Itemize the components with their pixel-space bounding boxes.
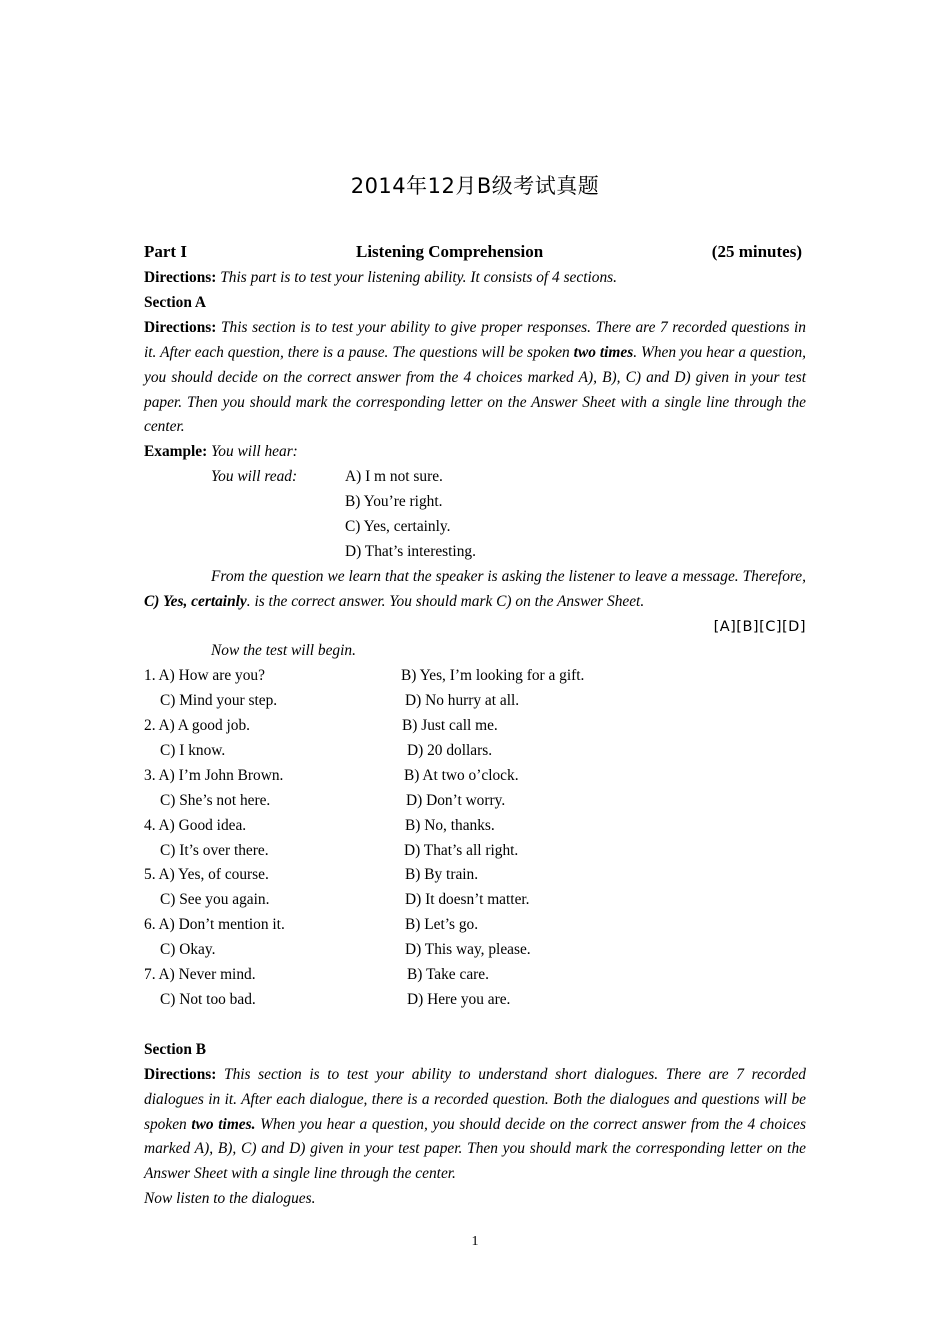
example-option: B) You’re right. xyxy=(345,493,443,511)
question-row: 4. A) Good idea. B) No, thanks. xyxy=(144,816,495,834)
example-option-row xyxy=(144,490,806,515)
page-number: 1 xyxy=(471,1234,479,1249)
question-row: C) Not too bad. D) Here you are. xyxy=(160,990,511,1008)
example-option-row xyxy=(144,465,806,490)
part-name: Listening Comprehension xyxy=(356,242,544,261)
page-title: 2014年12月B级考试真题 xyxy=(350,174,600,198)
listen-note: Now listen to the dialogues. xyxy=(144,1190,316,1208)
question-row: 7. A) Never mind. B) Take care. xyxy=(144,966,489,984)
example-option-row xyxy=(144,515,806,540)
example-option: D) That’s interesting. xyxy=(345,542,476,560)
question-row: 6. A) Don’t mention it. B) Let’s go. xyxy=(144,916,479,934)
question-row: 1. A) How are you? B) Yes, I’m looking for a gift. xyxy=(144,667,585,685)
question-row: C) Mind your step. D) No hurry at all. xyxy=(160,692,520,710)
question-row: C) See you again. D) It doesn’t matter. xyxy=(160,891,530,909)
example-option: A) I m not sure. xyxy=(345,468,443,486)
test-begin-note: Now the test will begin. xyxy=(211,642,356,660)
section-a-directions: Directions: This section is to test your ability to give proper responses. There are 7 recorded questions in it. After each question, there is a pause. The questions will be spoken two times. When you hear a question, you should decide on the correct answer from the 4 choices marked A), B), C) and D) given in your test paper. Then you should mark the corresponding letter on the Answer Sheet with a single line through the center. xyxy=(144,318,806,436)
section-a-heading: Section A xyxy=(144,293,206,311)
exam-content xyxy=(144,238,806,1212)
question-row: C) Okay. D) This way, please. xyxy=(160,941,531,959)
part-heading xyxy=(144,238,806,266)
question-row: C) She’s not here. D) Don’t worry. xyxy=(160,791,506,809)
example-option-row xyxy=(144,540,806,565)
example-option: C) Yes, certainly. xyxy=(345,517,451,535)
part-label: Part I xyxy=(144,242,187,261)
question-row: 5. A) Yes, of course. B) By train. xyxy=(144,866,479,884)
question-list xyxy=(144,664,806,1012)
question-row: 2. A) A good job. B) Just call me. xyxy=(144,717,498,735)
section-b-directions: Directions: This section is to test your ability to understand short dialogues. There are 7 recorded dialogues in it. After each dialogue, there is a recorded question. Both the dialogues and questions will be spoken two times. When you hear a question, you should decide on the correct answer from the 4 choices marked A), B), C) and D) given in your test paper. Then you should mark the corresponding letter on the Answer Sheet with a single line through the center. xyxy=(144,1065,806,1183)
question-row: C) I know. D) 20 dollars. xyxy=(160,742,493,760)
question-row: C) It’s over there. D) That’s all right. xyxy=(160,841,519,859)
answer-marks: [A][B][C][D] xyxy=(713,618,806,635)
part-time: (25 minutes) xyxy=(711,242,802,261)
example-explanation: From the question we learn that the speaker is asking the listener to leave a message. Therefore, C) Yes, certainly. is the correct answer. You should mark C) on the Answer Sheet. xyxy=(144,567,806,610)
section-b-heading: Section B xyxy=(144,1040,206,1058)
part-directions: Directions: This part is to test your listening ability. It consists of 4 sections. xyxy=(144,269,617,286)
question-row: 3. A) I’m John Brown. B) At two o’clock. xyxy=(144,766,519,784)
example-read-label: You will read: xyxy=(211,468,298,486)
example-line: Example: You will hear: xyxy=(144,443,298,461)
